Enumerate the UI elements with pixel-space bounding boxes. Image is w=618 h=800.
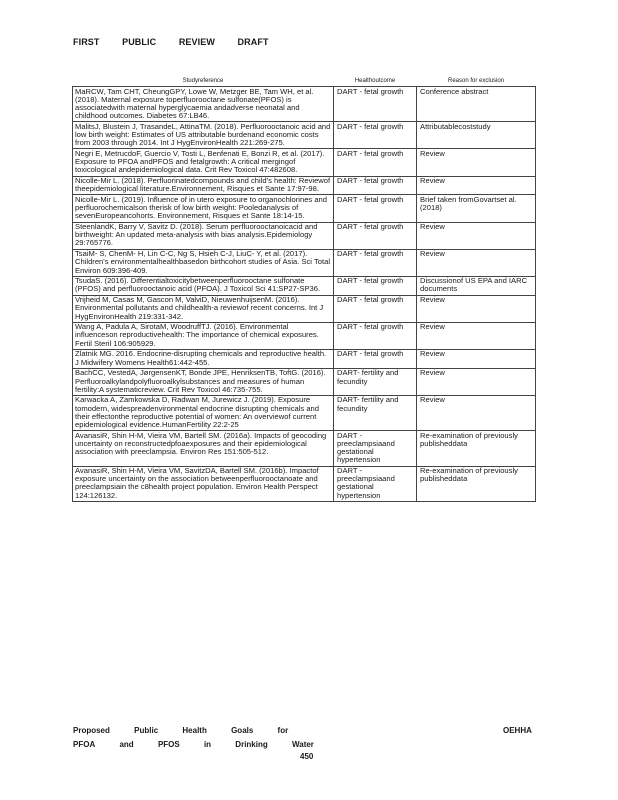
health-outcome-cell: DART - preeclampsiaand gestational hypertension [334,431,417,466]
header-word: FIRST [73,37,100,47]
study-reference-cell: Negri E, MetrucdoF, Guercio V, Tosti L, Benfenati E, Bonzi R, et al. (2017). Exposure to PFOA andPFOS and fetalgrowth: A critical mergingof toxicological andepidemiological data. Crit Rev Toxicol 47:482608. [73,149,334,176]
health-outcome-cell: DART - fetal growth [334,249,417,276]
health-outcome-cell: DART - fetal growth [334,322,417,349]
table-row [73,149,536,176]
footer-title-line2 [73,740,336,749]
table-row [73,176,536,195]
footer-word: and [119,740,134,749]
health-outcome-cell: DART - fetal growth [334,176,417,195]
table-row [73,276,536,295]
table-row [73,349,536,368]
study-reference-cell: Nicolle-Mir L. (2019). Influence of in utero exposure to organochlorines and perfluorochemicalson therisk of low birth weight: Pooledanalysis of sevenEuropeancohorts. Environnement, Risques et Sante 18:14-15. [73,195,334,222]
table-row [73,122,536,149]
study-reference-cell: Nicolle-Mir L. (2018). Perfluorinatedcompounds and child's health: Reviewof theepidemiological literature.Environnement, Risques et Sante 17:97-98. [73,176,334,195]
table-row [73,368,536,395]
exclusion-reason-cell: Attributablecoststudy [417,122,536,149]
exclusion-reason-cell: Conference abstract [417,87,536,122]
study-reference-cell: AvanasiR, Shin H-M, Vieira VM, SavitzDA, Bartell SM. (2016b). Impactof exposure uncertainty on the association betweenperfluorooctanoate and preeclampsiain the c8health project population. Environ Health Perspect 124:126132. [73,466,334,501]
study-reference-cell: TsaiM- S, ChenM- H, Lin C-C, Ng S, Hsieh C-J, LiuC- Y, et al. (2017). Children's environmentalhealthbasedon birthcohort studies of Asia. Sci Total Environ 609:396-409. [73,249,334,276]
column-header-study: Studyreference [182,78,224,84]
table-body [73,87,536,502]
exclusion-reason-cell: Brief taken fromGovartset al. (2018) [417,195,536,222]
exclusion-reason-cell: Review [417,295,536,322]
table-row [73,395,536,430]
study-reference-cell: Vrijheid M, Casas M, Gascon M, ValviD, NieuwenhuijsenM. (2016). Environmental pollutants and childhealth-a reviewof recent concerns. Int J HygEnvironHealth 219:331-342. [73,295,334,322]
table-header-row [73,74,536,87]
study-reference-cell: BachCC, VestedA, JørgensenKT, Bonde JPE, HenriksenTB, ToftG. (2016). Perfluoroalkylandpolyfluoroalkylsubstances and measures of human fertility:A systematicreview. Crit Rev Toxicol 46:735-755. [73,368,334,395]
excluded-studies-table [72,74,536,502]
health-outcome-cell: DART - fetal growth [334,195,417,222]
table-row [73,87,536,122]
exclusion-reason-cell: Re-examination of previously publisheddata [417,431,536,466]
table-row [73,222,536,249]
footer-word: Water [291,740,314,749]
table-row [73,249,536,276]
footer-word: PFOS [157,740,180,749]
table-row [73,322,536,349]
footer-agency: OEHHA [503,726,532,735]
column-header-outcome: Healthoutcome [354,78,396,84]
exclusion-reason-cell: Review [417,149,536,176]
footer-word: Public [134,726,159,735]
footer-word: PFOA [73,740,96,749]
health-outcome-cell: DART - fetal growth [334,349,417,368]
table-row [73,466,536,501]
study-reference-cell: SteenlandK, Barry V, Savitz D. (2018). Serum perfluorooctanoicacid and birthweight: An updated meta-analysis with bias analysis.Epidemiology 29:765776. [73,222,334,249]
table-row [73,431,536,466]
footer-word: for [277,726,289,735]
health-outcome-cell: DART - fetal growth [334,122,417,149]
health-outcome-cell: DART - preeclampsiaand gestational hypertension [334,466,417,501]
footer-word: Proposed [73,726,110,735]
draft-header [73,37,289,47]
footer-word: Health [182,726,207,735]
exclusion-reason-cell: Review [417,249,536,276]
footer-word: Goals [231,726,254,735]
column-header-reason: Reason for exclusion [447,78,505,84]
health-outcome-cell: DART - fetal growth [334,87,417,122]
header-word: PUBLIC [122,37,157,47]
study-reference-cell: MaRCW, Tam CHT, CheungGPY, Lowe W, Metzger BE, Tam WH, et al. (2018). Maternal exposure toperfluorooctane sulfonate(PFOS) is associatedwith maternal hyperglycaemia andadverse neonatal and childhood outcomes. Diabetes 67:LB46. [73,87,334,122]
health-outcome-cell: DART - fetal growth [334,149,417,176]
study-reference-cell: MalitsJ, Blustein J, TrasandeL, AttinaTM. (2018). Perfluorooctanoic acid and low birth weight: Estimates of US attributable burdenand economic costs from 2003 through 2014. Int J HygEnvironHealth 221:269-275. [73,122,334,149]
exclusion-reason-cell: Review [417,368,536,395]
page-number: 450 [300,752,314,761]
health-outcome-cell: DART - fetal growth [334,295,417,322]
exclusion-reason-cell: Review [417,322,536,349]
study-reference-cell: Zlatnik MG. 2016. Endocrine-disrupting chemicals and reproductive health. J Midwifery Womens Health61:442-455. [73,349,334,368]
health-outcome-cell: DART - fetal growth [334,276,417,295]
exclusion-reason-cell: Review [417,176,536,195]
health-outcome-cell: DART- fertility and fecundity [334,395,417,430]
study-reference-cell: Wang A, Padula A, SirotaM, WoodruffTJ. (2016). Environmental influenceson reproductivehealth: The importance of chemical exposures. Fertil Steril 106:905929. [73,322,334,349]
health-outcome-cell: DART- fertility and fecundity [334,368,417,395]
header-word: REVIEW [178,37,215,47]
exclusion-reason-cell: Re-examination of previously publisheddata [417,466,536,501]
footer-title-line1 [73,726,310,735]
footer-word: Drinking [235,740,268,749]
exclusion-reason-cell: Review [417,222,536,249]
exclusion-reason-cell: Discussionof US EPA and IARC documents [417,276,536,295]
health-outcome-cell: DART - fetal growth [334,222,417,249]
header-word: DRAFT [237,37,269,47]
footer-word: in [203,740,212,749]
study-reference-cell: AvanasiR, Shin H-M, Vieira VM, Bartell SM. (2016a). Impacts of geocoding uncertainty on reconstructedpfoaexposures and their epidemiological association with preeclampsia. Environ Res 151:505-512. [73,431,334,466]
table-row [73,195,536,222]
table-row [73,295,536,322]
study-reference-cell: Karwacka A, Zamkowska D, Radwan M, Jurewicz J. (2019). Exposure tomodern, widespreadenvironmental endocrine disrupting chemicals and their effectonthe reproductive potential of women: An overviewof current epidemiological evidence.HumanFertility 22:2-25 [73,395,334,430]
study-reference-cell: TsudaS. (2016). Differentialtoxicitybetweenperfluorooctane sulfonate (PFOS) and perfluorooctanoic acid (PFOA). J Toxicol Sci 41:SP27-SP36. [73,276,334,295]
exclusion-reason-cell: Review [417,395,536,430]
exclusion-reason-cell: Review [417,349,536,368]
